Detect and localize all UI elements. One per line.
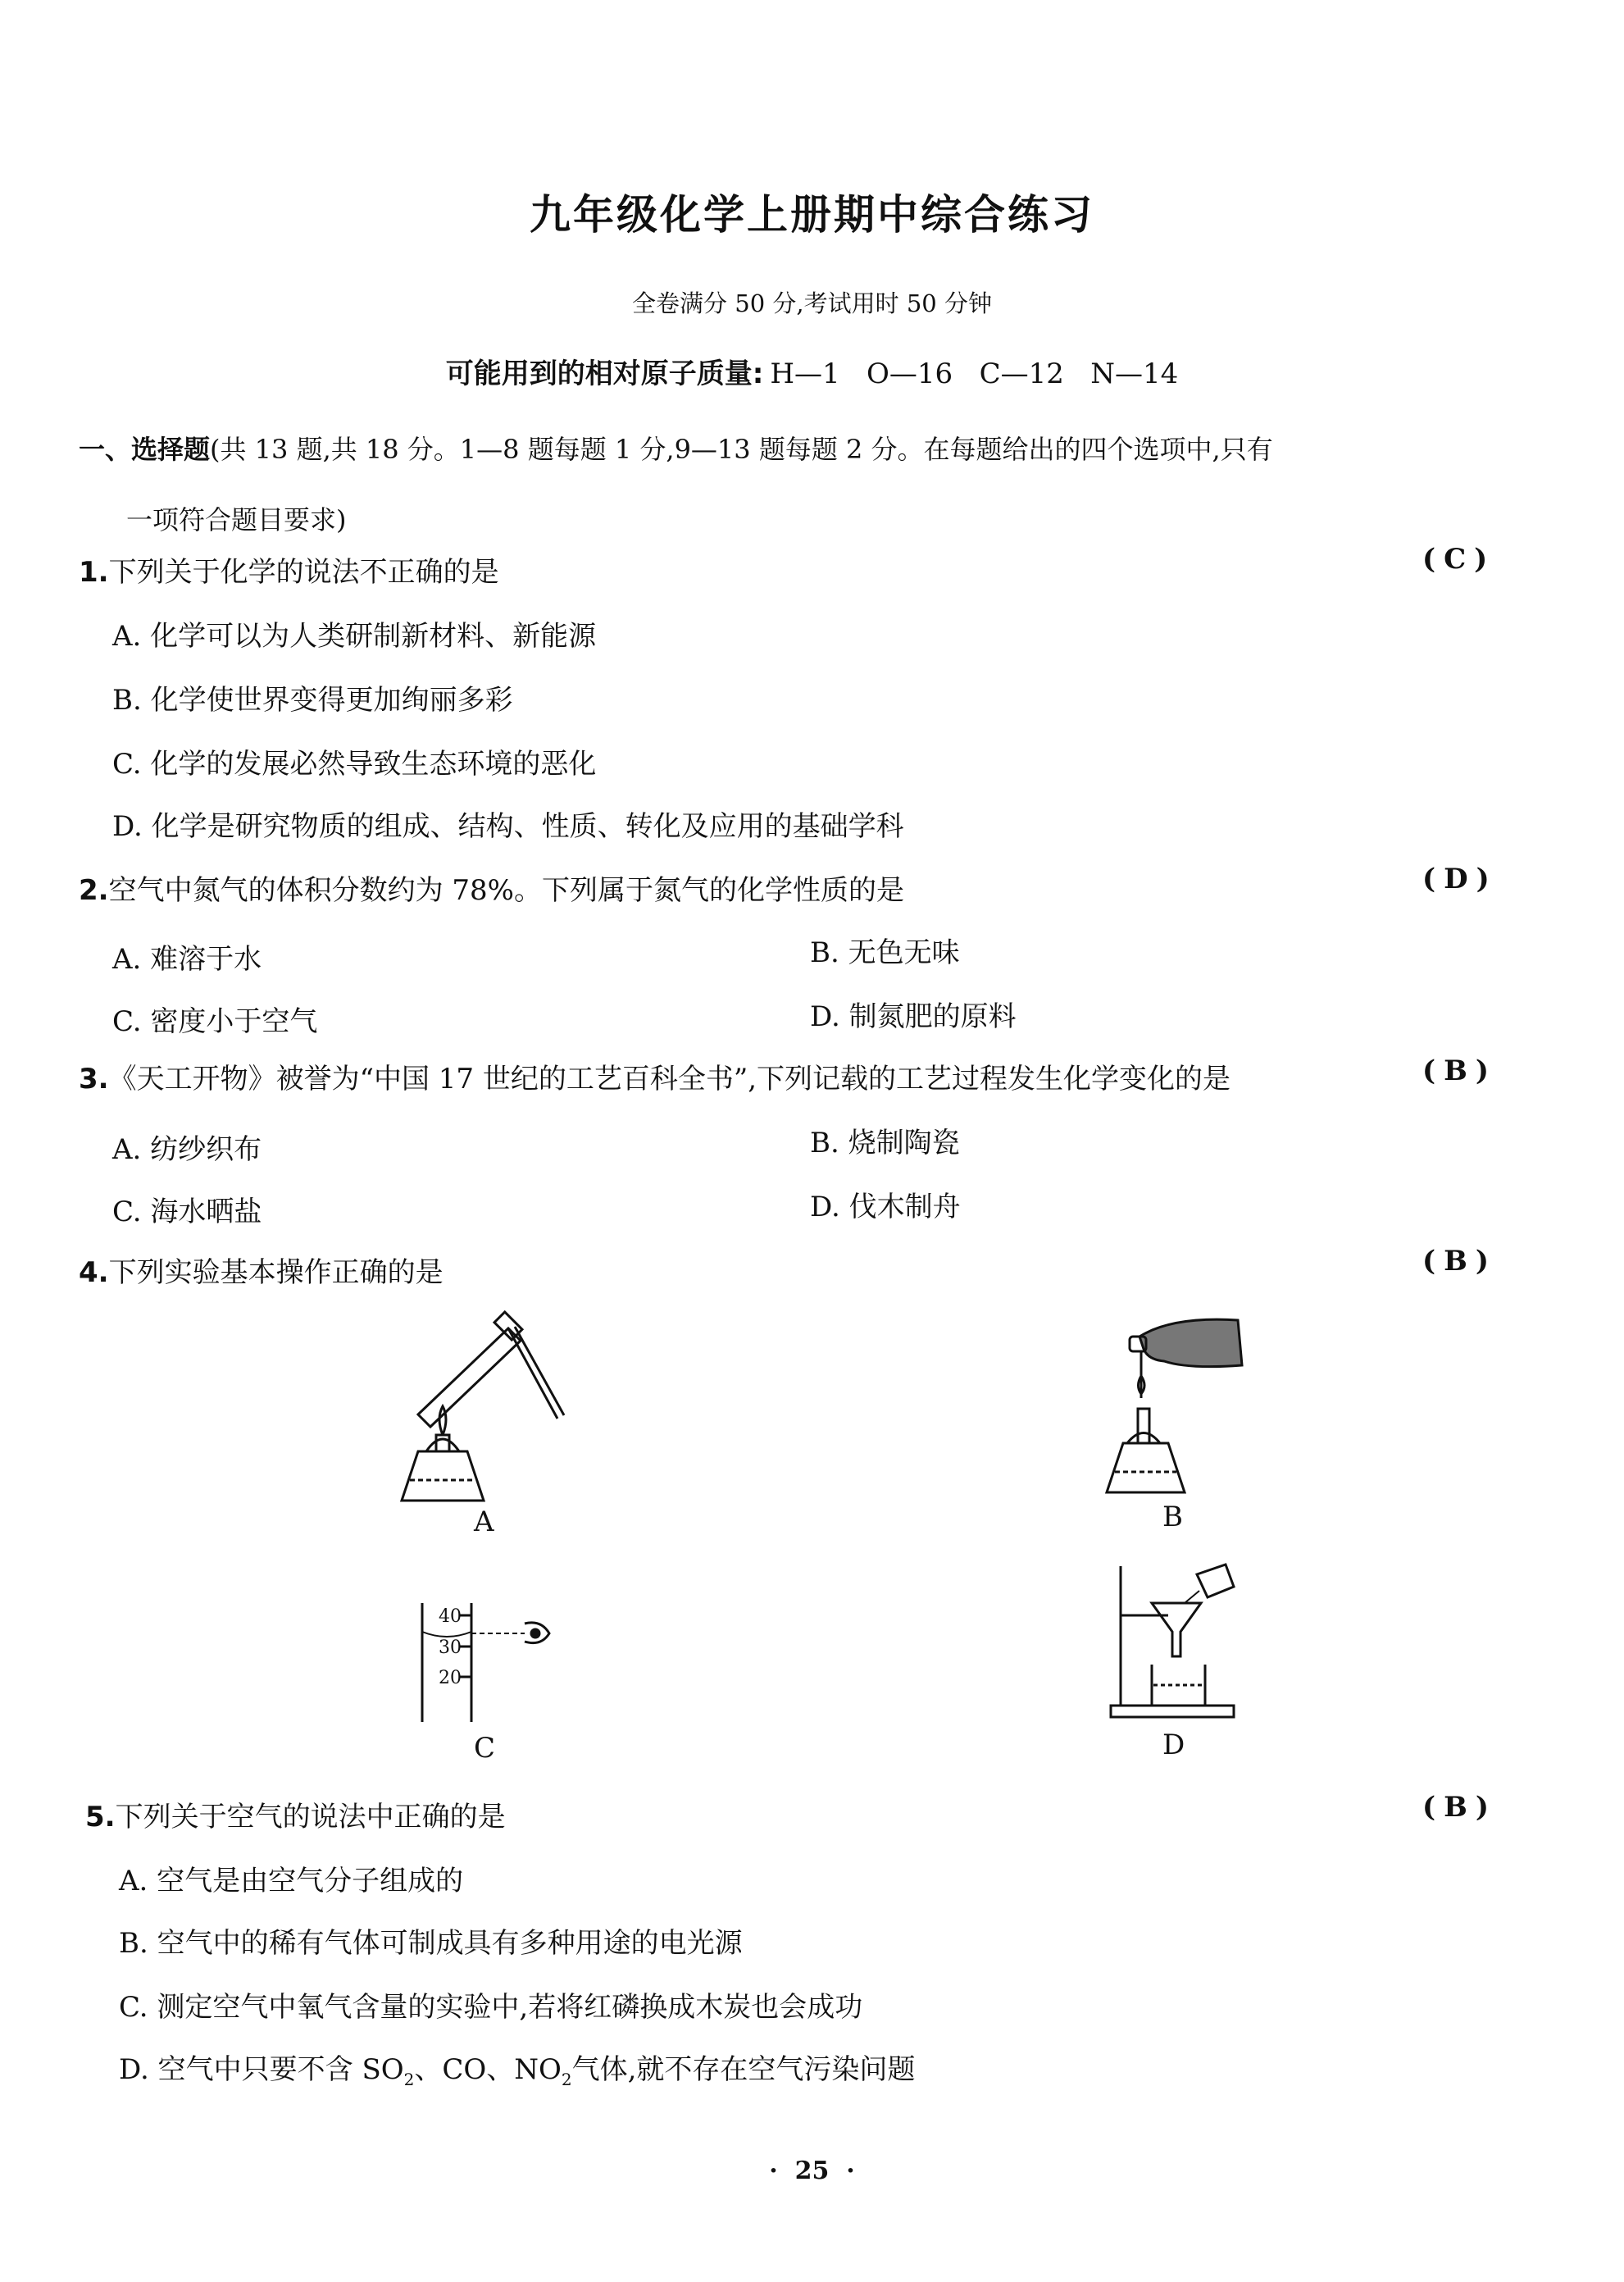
question-3-stem (79, 1056, 1231, 1096)
answer-1: (C) (1422, 543, 1496, 576)
section-heading (79, 414, 1554, 555)
question-number: 4. (79, 1256, 109, 1289)
question-text: 《天工开物》被誉为“中国 17 世纪的工艺百科全书”,下列记载的工艺过程发生化学变化的是 (108, 1063, 1231, 1095)
q3-option-c: C. 海水晒盐 (112, 1196, 262, 1228)
question-number: 2. (79, 874, 109, 907)
exam-info: 全卷满分 50 分,考试用时 50 分钟 (632, 289, 992, 317)
q5-d-sub1: 2 (403, 2069, 415, 2089)
question-4-stem (79, 1250, 444, 1290)
question-number: 3. (79, 1063, 109, 1095)
q5-option-a: A. 空气是由空气分子组成的 (119, 1865, 464, 1897)
cylinder-tick-20: 20 (439, 1668, 462, 1688)
section-desc-1: (共 13 题,共 18 分。1—8 题每题 1 分,9—13 题每题 2 分。在每题给出的四个选项中,只有 (210, 434, 1273, 465)
figure-c-cylinder-icon (414, 1599, 578, 1730)
answer-4: (B) (1422, 1245, 1497, 1278)
q1-option-a: A. 化学可以为人类研制新材料、新能源 (112, 620, 597, 653)
question-number: 5. (85, 1801, 116, 1833)
figure-a-label: A (474, 1505, 494, 1538)
question-5-stem (85, 1794, 506, 1834)
q2-option-d: D. 制氮肥的原料 (810, 1000, 1017, 1033)
question-text: 下列关于空气的说法中正确的是 (115, 1801, 506, 1833)
cylinder-tick-30: 30 (439, 1637, 462, 1658)
question-text: 下列实验基本操作正确的是 (108, 1256, 444, 1289)
q5-d-sub2: 2 (561, 2069, 572, 2089)
section-title: 一、选择题 (79, 434, 211, 465)
section-desc-2: 一项符合题目要求) (126, 504, 347, 535)
answer-2: (D) (1422, 863, 1498, 895)
q1-option-d: D. 化学是研究物质的组成、结构、性质、转化及应用的基础学科 (112, 810, 904, 843)
q1-option-c: C. 化学的发展必然导致生态环境的恶化 (112, 748, 597, 781)
q2-option-a: A. 难溶于水 (112, 943, 262, 976)
question-1-stem (79, 549, 499, 590)
cylinder-tick-40: 40 (439, 1606, 462, 1627)
question-2-stem (79, 868, 904, 908)
page-number: · 25 · (769, 2157, 855, 2185)
q5-d-prefix: D. 空气中只要不含 SO (119, 2053, 404, 2086)
page-title: 九年级化学上册期中综合练习 (530, 191, 1094, 239)
q5-d-suffix: 气体,就不存在空气污染问题 (571, 2053, 916, 2086)
q3-option-b: B. 烧制陶瓷 (810, 1127, 960, 1159)
question-number: 1. (79, 556, 109, 589)
atomic-masses-label: 可能用到的相对原子质量: (445, 358, 764, 390)
figure-b-label: B (1162, 1501, 1183, 1533)
q5-option-c: C. 测定空气中氧气含量的实验中,若将红磷换成木炭也会成功 (119, 1991, 863, 2024)
figure-d-label: D (1162, 1729, 1185, 1761)
q5-option-d (119, 2047, 915, 2089)
q5-d-mid: 、CO、NO (414, 2053, 562, 2086)
question-text: 下列关于化学的说法不正确的是 (108, 556, 499, 589)
q2-option-c: C. 密度小于空气 (112, 1005, 318, 1038)
answer-3: (B) (1422, 1054, 1497, 1087)
figure-c-label: C (474, 1732, 496, 1765)
figure-a-alcohol-lamp-icon (385, 1312, 582, 1509)
answer-5: (B) (1422, 1791, 1497, 1824)
q3-option-a: A. 纺纱织布 (112, 1133, 262, 1166)
figure-b-lighting-lamp-icon (1090, 1312, 1287, 1501)
q3-option-d: D. 伐木制舟 (810, 1191, 961, 1223)
figure-d-filtration-icon (1103, 1558, 1267, 1722)
q1-option-b: B. 化学使世界变得更加绚丽多彩 (112, 684, 513, 717)
atomic-masses (0, 351, 1624, 391)
question-text: 空气中氮气的体积分数约为 78%。下列属于氮气的化学性质的是 (108, 874, 904, 907)
atomic-masses-values: H—1 O—16 C—12 N—14 (770, 358, 1179, 390)
q2-option-b: B. 无色无味 (810, 936, 960, 969)
q5-option-b: B. 空气中的稀有气体可制成具有多种用途的电光源 (119, 1927, 743, 1960)
